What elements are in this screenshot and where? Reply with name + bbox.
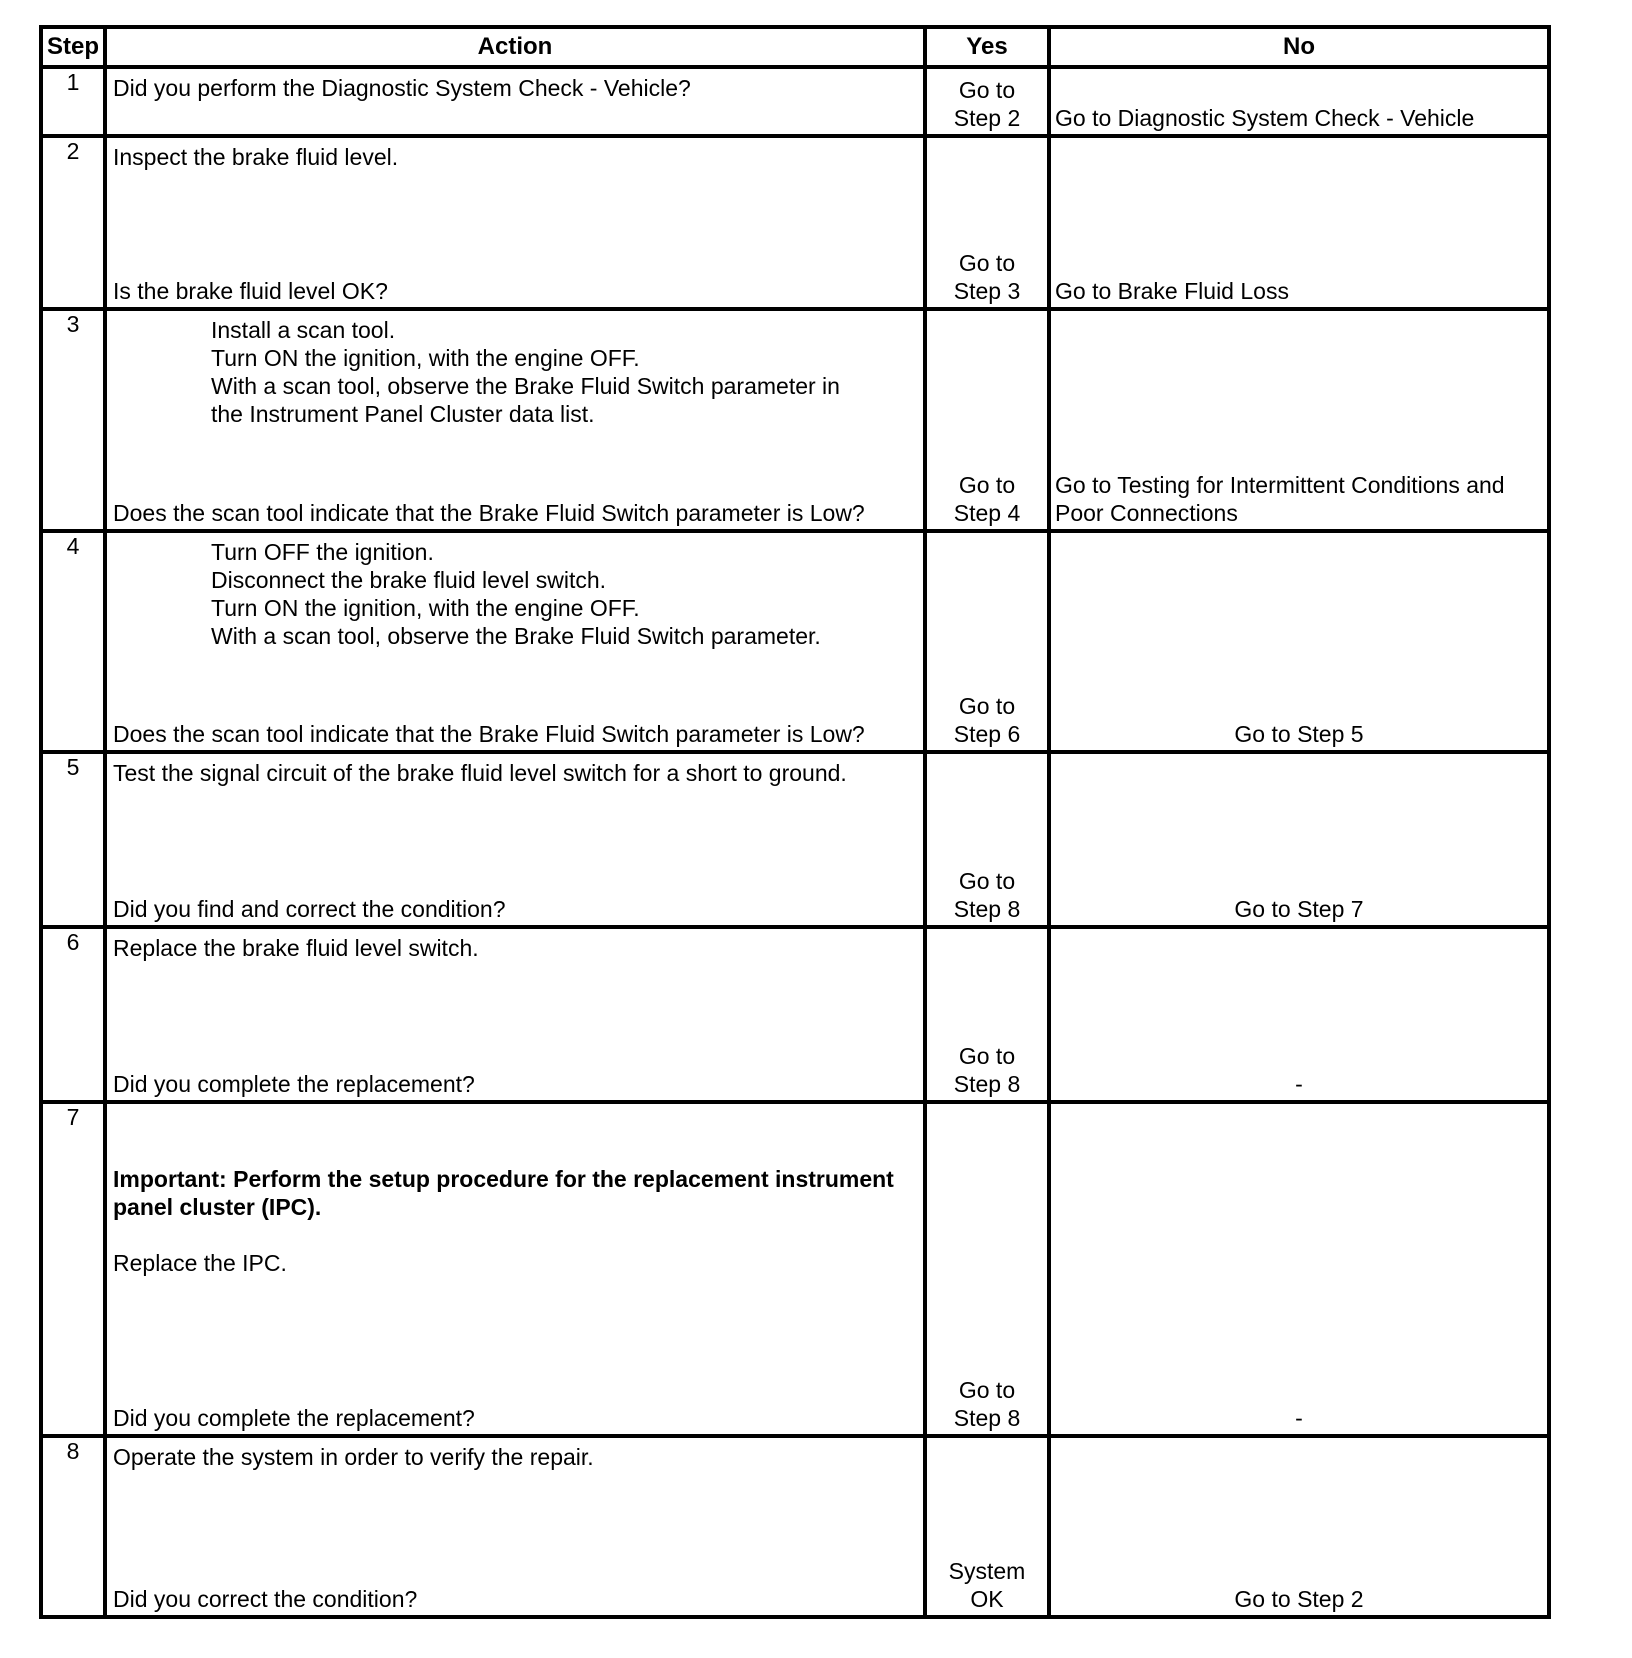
no-cell — [1049, 1436, 1549, 1617]
action-cell — [105, 752, 925, 927]
yes-line: Step 8 — [953, 1404, 1021, 1431]
step-number: 6 — [41, 927, 105, 1102]
table-row — [41, 136, 1549, 309]
action-step: Turn ON the ignition, with the engine OFF. — [211, 345, 640, 372]
no-text: Go to Diagnostic System Check - Vehicle — [1055, 105, 1475, 132]
no-cell — [1049, 752, 1549, 927]
yes-line: Go to — [958, 693, 1016, 720]
action-question: Did you complete the replacement? — [113, 1071, 475, 1098]
no-cell — [1049, 67, 1549, 136]
action-step: With a scan tool, observe the Brake Fluid Switch parameter in — [211, 373, 840, 400]
header-no: No — [1049, 27, 1549, 67]
table-row — [41, 531, 1549, 753]
yes-line: Go to — [958, 471, 1016, 498]
table-row — [41, 752, 1549, 927]
action-instruction: Operate the system in order to verify the repair. — [113, 1443, 594, 1470]
step-number: 1 — [41, 67, 105, 136]
action-instruction: Test the signal circuit of the brake fluid level switch for a short to ground. — [113, 760, 847, 787]
yes-line: Go to — [958, 868, 1016, 895]
action-step: Turn OFF the ignition. — [211, 538, 434, 565]
table-row — [41, 309, 1549, 531]
action-cell — [105, 927, 925, 1102]
no-text: Go to Testing for Intermittent Conditions and Poor Connections — [1055, 471, 1511, 526]
table-row — [41, 1102, 1549, 1436]
yes-cell — [925, 531, 1049, 753]
action-instruction: Replace the brake fluid level switch. — [113, 935, 479, 962]
action-question: Did you perform the Diagnostic System Check - Vehicle? — [113, 75, 691, 101]
no-text: Go to Step 7 — [1234, 896, 1364, 923]
yes-cell — [925, 309, 1049, 531]
yes-cell — [925, 1436, 1049, 1617]
no-text: - — [1295, 1404, 1303, 1431]
diagnostic-table — [39, 25, 1551, 1619]
yes-cell — [925, 136, 1049, 309]
action-step: Install a scan tool. — [211, 317, 396, 344]
yes-line: Step 8 — [953, 1071, 1021, 1098]
action-step: Disconnect the brake fluid level switch. — [211, 566, 607, 593]
yes-cell — [925, 752, 1049, 927]
no-text: Go to Step 5 — [1234, 721, 1364, 748]
yes-line: Step 8 — [953, 896, 1021, 923]
no-cell — [1049, 927, 1549, 1102]
action-cell — [105, 1102, 925, 1436]
no-cell — [1049, 309, 1549, 531]
no-text: Go to Brake Fluid Loss — [1055, 278, 1289, 305]
no-cell — [1049, 136, 1549, 309]
table-row — [41, 927, 1549, 1102]
important-note: Important: Perform the setup procedure for the replacement instrument panel cluster (IPC). — [113, 1166, 901, 1221]
action-question: Does the scan tool indicate that the Brake Fluid Switch parameter is Low? — [113, 721, 865, 748]
yes-cell — [925, 67, 1049, 136]
step-number: 7 — [41, 1102, 105, 1436]
table-row — [41, 1436, 1549, 1617]
step-number: 3 — [41, 309, 105, 531]
action-question: Did you correct the condition? — [113, 1586, 418, 1612]
yes-cell — [925, 927, 1049, 1102]
no-cell — [1049, 1102, 1549, 1436]
yes-cell — [925, 1102, 1049, 1436]
header-row — [41, 27, 1549, 67]
action-steps — [113, 316, 917, 428]
step-number: 8 — [41, 1436, 105, 1617]
no-text: - — [1295, 1071, 1303, 1098]
action-cell — [105, 136, 925, 309]
header-action: Action — [105, 27, 925, 67]
yes-line: Go to — [958, 1376, 1016, 1403]
step-number: 4 — [41, 531, 105, 753]
header-yes: Yes — [925, 27, 1049, 67]
action-cell — [105, 531, 925, 753]
yes-line: Go to — [958, 77, 1016, 104]
action-step: the Instrument Panel Cluster data list. — [211, 401, 595, 428]
action-question: Did you complete the replacement? — [113, 1404, 475, 1431]
yes-line: System — [948, 1558, 1026, 1584]
action-cell — [105, 67, 925, 136]
action-step: With a scan tool, observe the Brake Fluid Switch parameter. — [211, 622, 821, 649]
action-steps — [113, 538, 917, 650]
action-instruction: Inspect the brake fluid level. — [113, 144, 399, 171]
yes-line: Step 3 — [953, 278, 1021, 305]
yes-line: Step 2 — [953, 105, 1021, 132]
no-cell — [1049, 531, 1549, 753]
action-cell — [105, 309, 925, 531]
yes-line: Go to — [958, 250, 1016, 277]
no-text: Go to Step 2 — [1234, 1586, 1364, 1612]
action-question: Does the scan tool indicate that the Brake Fluid Switch parameter is Low? — [113, 499, 865, 526]
header-step: Step — [41, 27, 105, 67]
action-instruction: Replace the IPC. — [113, 1250, 287, 1277]
table-row — [41, 67, 1549, 136]
action-question: Did you find and correct the condition? — [113, 896, 506, 923]
step-number: 5 — [41, 752, 105, 927]
action-question: Is the brake fluid level OK? — [113, 278, 388, 305]
yes-line: OK — [970, 1586, 1004, 1612]
yes-line: Step 4 — [953, 499, 1021, 526]
step-number: 2 — [41, 136, 105, 309]
yes-line: Go to — [958, 1043, 1016, 1070]
action-cell — [105, 1436, 925, 1617]
action-step: Turn ON the ignition, with the engine OFF. — [211, 594, 640, 621]
yes-line: Step 6 — [953, 721, 1021, 748]
